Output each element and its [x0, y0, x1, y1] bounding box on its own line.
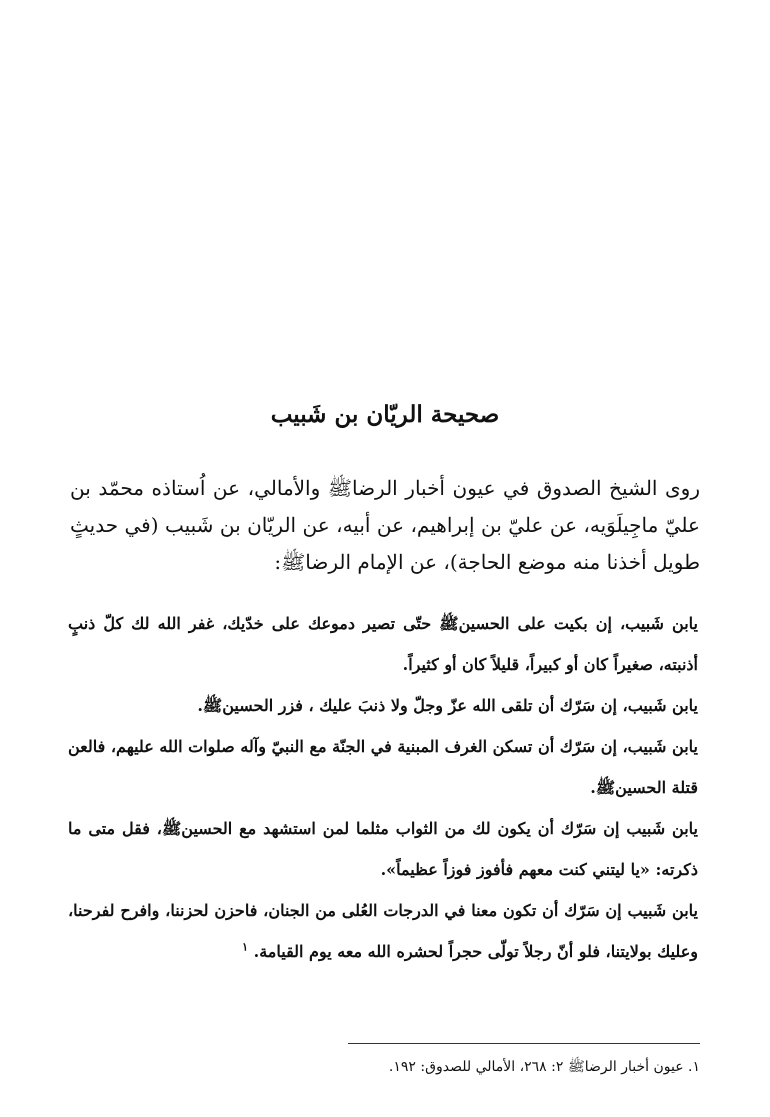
intro-paragraph: [70, 470, 700, 581]
hadith-paragraph-5-text: يابن شَبيب إن سَرّك أن تكون معنا في الدرجات العُلى من الجنان، فاحزن لحزننا، وافرح لفرحنا، وعليك بولايتنا، فلو أنّ رجلاً تولّى حجراً لحشره الله معه يوم القيامة.: [68, 901, 698, 961]
footnote-divider: [348, 1043, 700, 1044]
hadith-paragraph-2: يابن شَبيب، إن سَرّك أن تلقى الله عزّ وجلّ ولا ذنبَ عليك ، فزر الحسينﷺ.: [197, 696, 698, 715]
footnote-reference: ١: [242, 940, 249, 954]
hadith-paragraph-3: يابن شَبيب، إن سَرّك أن تسكن الغرف المبنية في الجنّة مع النبيّ وآله صلوات الله عليهم، فالعن قتلة الحسينﷺ.: [68, 737, 698, 797]
hadith-paragraph-1: يابن شَبيب، إن بكيت على الحسينﷺ حتّى تصير دموعك على خدّيك، غفر الله لك كلّ ذنبٍ أذنبته، صغيراً كان أو كبيراً، قليلاً كان أو كثيراً.: [68, 614, 698, 674]
hadith-paragraph-4: يابن شَبيب إن سَرّك أن يكون لك من الثواب مثلما لمن استشهد مع الحسينﷺ، فقل متى ما ذكرته: «يا ليتني كنت معهم فأفوز فوزاً عظيماً».: [68, 819, 698, 879]
footnote: ١. عيون أخبار الرضاﷺ ٢: ٢٦٨، الأمالي للصدوق: ١٩٢.: [388, 1059, 700, 1075]
intro-text: روى الشيخ الصدوق في عيون أخبار الرضاﷺ والأمالي، عن اُستاذه محمّد بن عليّ ماجِيلَوَيه، عن عليّ بن إبراهيم، عن أبيه، عن الريّان بن شَبيب (في حديثٍ طويل أخذنا منه موضع الحاجة)، عن الإمام الرضاﷺ:: [70, 476, 700, 574]
section-title: صحيحة الريّان بن شَبيب: [270, 401, 500, 428]
hadith-text: [68, 603, 698, 972]
hadith-paragraph-5: [68, 890, 698, 972]
